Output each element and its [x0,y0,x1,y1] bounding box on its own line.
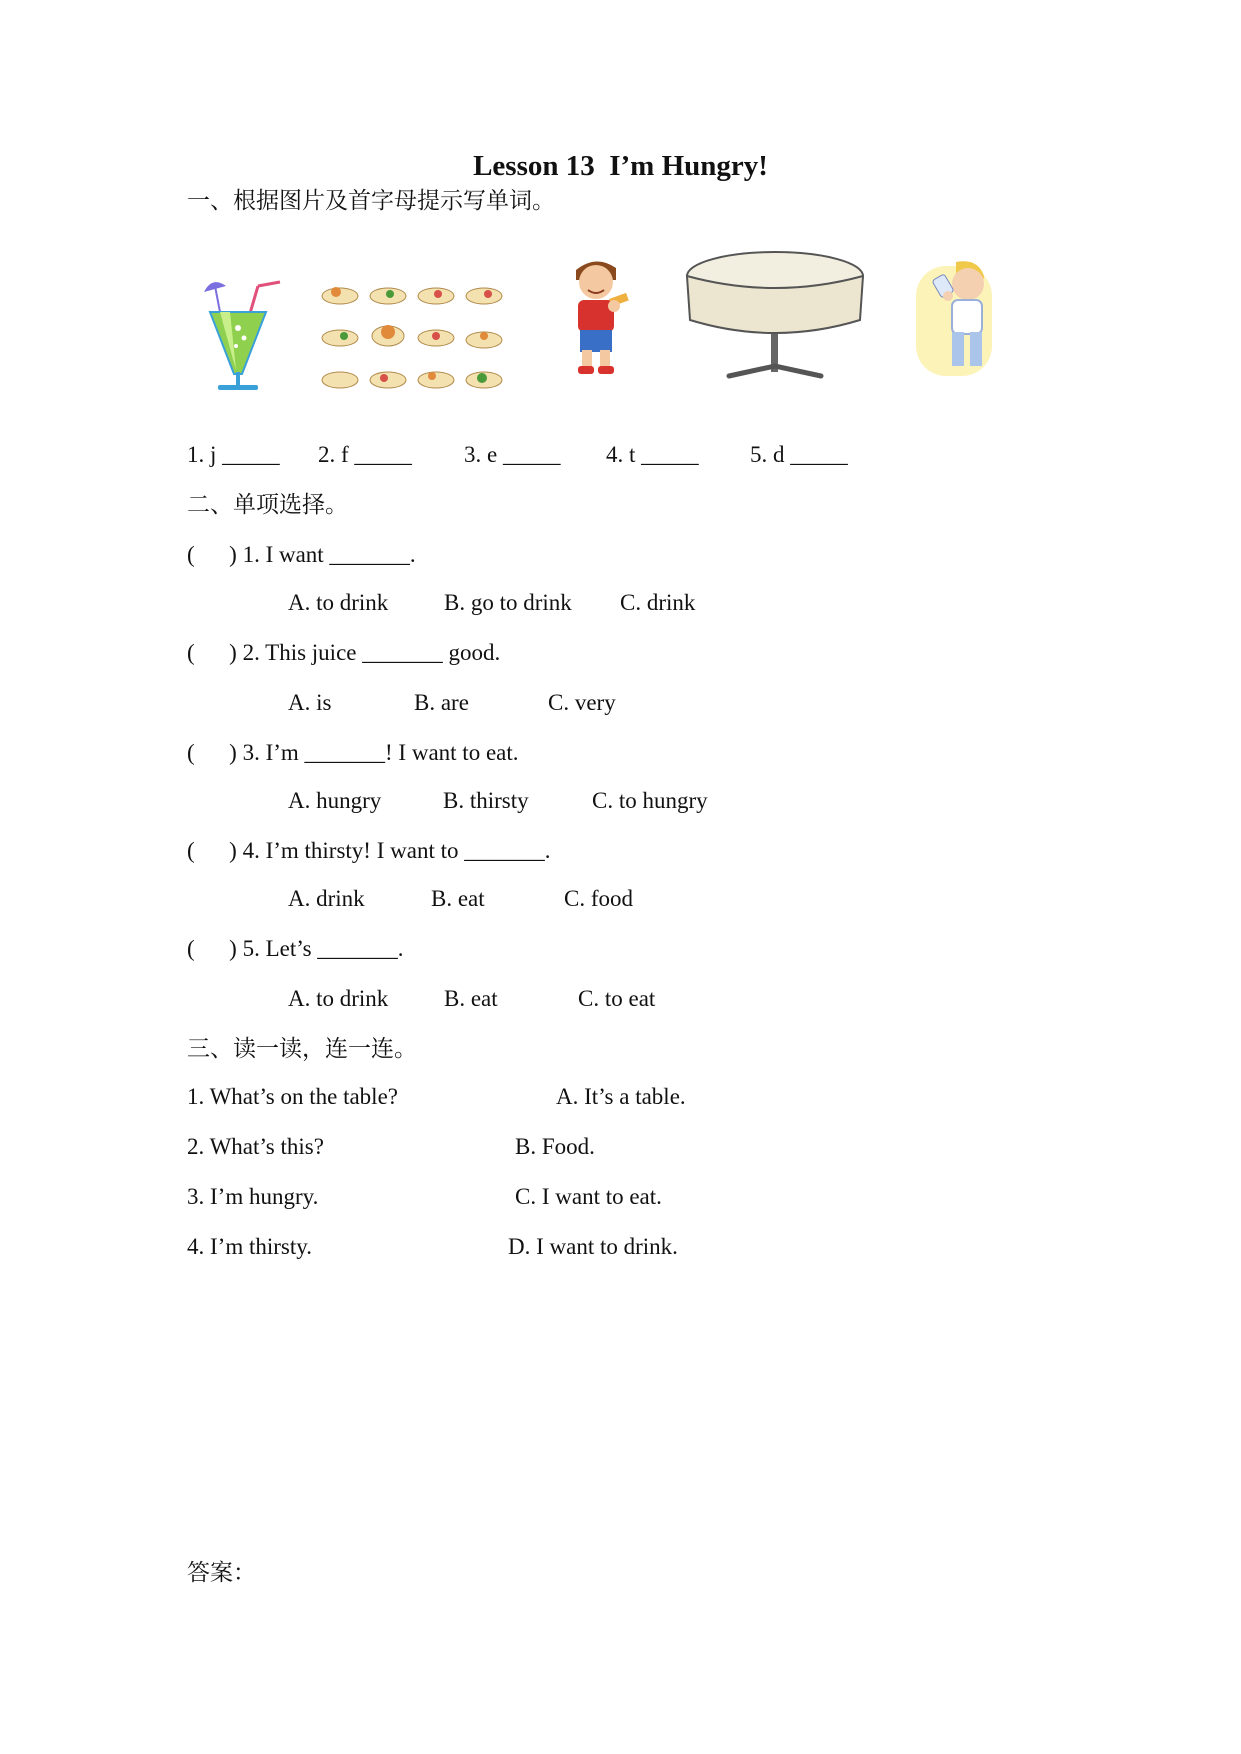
boy-drinking-icon [912,256,996,384]
round-table-icon [684,250,866,386]
question-3-stem: ( ) 3. I’m _______! I want to eat. [187,740,519,765]
question-5-option-b: B. eat [444,986,498,1011]
question-2-stem: ( ) 2. This juice _______ good. [187,640,501,665]
question-2-option-a: A. is [288,690,332,715]
juice-glass-icon [196,272,286,396]
section3-heading: 三、读一读，连一连。 [187,1036,417,1061]
match-right-c: C. I want to eat. [515,1184,662,1209]
question-3-option-a: A. hungry [288,788,382,813]
question-5-stem: ( ) 5. Let’s _______. [187,936,404,961]
question-5-option-a: A. to drink [288,986,389,1011]
section1-heading: 一、根据图片及首字母提示写单词。 [187,188,555,213]
boy-eating-icon [558,256,638,380]
food-dishes-icon [318,280,508,398]
match-right-d: D. I want to drink. [508,1234,678,1259]
question-1-option-b: B. go to drink [444,590,572,615]
question-2-option-c: C. very [548,690,616,715]
blank-1: 1. j _____ [187,442,280,467]
question-4-option-c: C. food [564,886,633,911]
question-4-option-a: A. drink [288,886,365,911]
match-left-1: 1. What’s on the table? [187,1084,398,1109]
question-1-option-a: A. to drink [288,590,389,615]
blank-2: 2. f _____ [318,442,412,467]
question-4-stem: ( ) 4. I’m thirsty! I want to _______. [187,838,551,863]
question-3-option-c: C. to hungry [592,788,708,813]
match-left-2: 2. What’s this? [187,1134,324,1159]
question-1-option-c: C. drink [620,590,696,615]
blank-4: 4. t _____ [606,442,699,467]
match-right-b: B. Food. [515,1134,595,1159]
match-left-3: 3. I’m hungry. [187,1184,319,1209]
match-right-a: A. It’s a table. [556,1084,686,1109]
question-4-option-b: B. eat [431,886,485,911]
page-title: Lesson 13 I’m Hungry! [473,150,768,182]
question-2-option-b: B. are [414,690,469,715]
blank-5: 5. d _____ [750,442,848,467]
blank-3: 3. e _____ [464,442,561,467]
match-left-4: 4. I’m thirsty. [187,1234,312,1259]
question-5-option-c: C. to eat [578,986,656,1011]
answer-label: 答案： [187,1560,256,1585]
question-3-option-b: B. thirsty [443,788,529,813]
question-1-stem: ( ) 1. I want _______. [187,542,416,567]
section2-heading: 二、单项选择。 [187,492,348,517]
